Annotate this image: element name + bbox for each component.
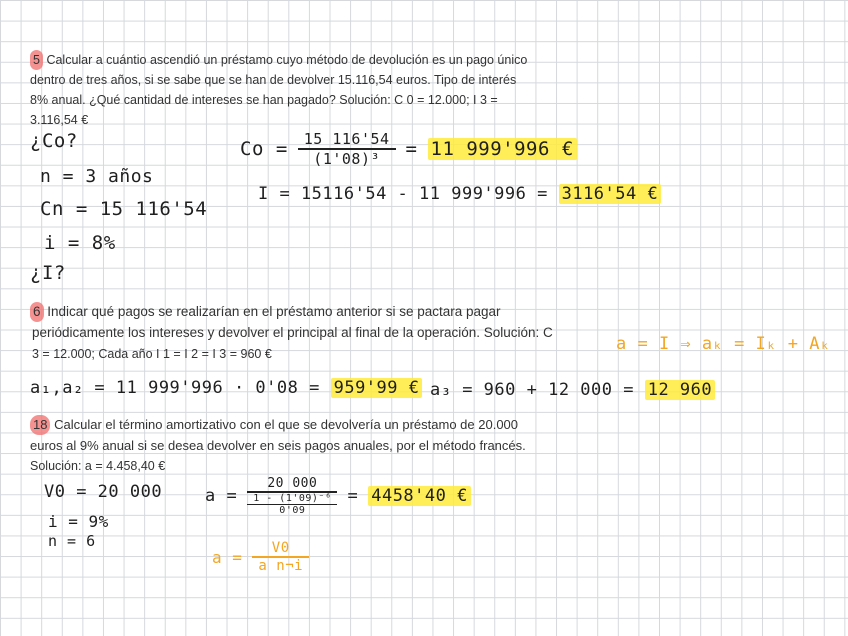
general-denominator: a n¬i bbox=[258, 558, 304, 574]
co-equals: = bbox=[405, 138, 418, 160]
problem6-text-line1: Indicar qué pagos se realizarían en el préstamo anterior si se pactara pagar bbox=[47, 304, 501, 319]
problem18-line2: euros al 9% anual si se desea devolver en seis pagos anuales, por el método francés. bbox=[30, 438, 526, 453]
problem5-given-n: n = 3 años bbox=[40, 166, 154, 187]
problem5-co-formula bbox=[240, 130, 577, 168]
co-fraction bbox=[298, 130, 396, 168]
problem6-line1 bbox=[30, 302, 501, 322]
a-fraction bbox=[247, 476, 337, 516]
co-result bbox=[428, 138, 577, 160]
a-result: 4458'40 € bbox=[368, 486, 471, 506]
co-denominator: (1'08)³ bbox=[313, 150, 381, 168]
problem18-line3: Solución: a = 4.458,40 € bbox=[30, 459, 166, 473]
co-label: Co = bbox=[240, 138, 288, 160]
a12-expression: a₁,a₂ = 11 999'996 · 0'08 = bbox=[30, 378, 320, 398]
problem18-general-formula bbox=[212, 540, 309, 574]
general-a-label: a = bbox=[212, 547, 243, 567]
problem18-given-v0: V0 = 20 000 bbox=[44, 482, 163, 502]
general-fraction bbox=[252, 540, 309, 574]
problem6-line3: 3 = 12.000; Cada año I 1 = I 2 = I 3 = 960 € bbox=[32, 347, 272, 361]
problem18-line1 bbox=[30, 415, 518, 435]
problem5-line4: 3.116,54 € bbox=[30, 113, 89, 127]
a-denominator-bottom: 0'09 bbox=[279, 505, 306, 516]
problem6-a3 bbox=[430, 380, 715, 400]
problem6-line2: periódicamente los intereses y devolver el principal al final de la operación. Solución: C bbox=[32, 325, 553, 340]
problem6-a12 bbox=[30, 378, 422, 398]
problem5-line3: 8% anual. ¿Qué cantidad de intereses se han pagado? Solución: C 0 = 12.000; I 3 = bbox=[30, 93, 498, 107]
I-expression: I = 15116'54 - 11 999'996 = bbox=[258, 184, 548, 204]
problem5-given-i: i = 8% bbox=[44, 232, 116, 254]
problem5-given-I: ¿I? bbox=[30, 262, 66, 284]
problem5-given-co: ¿Co? bbox=[30, 130, 78, 152]
a-label: a = bbox=[205, 486, 238, 506]
problem5-I-formula bbox=[258, 184, 661, 204]
co-result-value: 11 999'996 € bbox=[428, 138, 577, 160]
I-result: 3116'54 € bbox=[559, 184, 662, 204]
problem18-text-line1: Calcular el término amortizativo con el que se devolvería un préstamo de 20.000 bbox=[54, 417, 519, 432]
problem5-number: 5 bbox=[30, 50, 43, 70]
a-numerator: 20 000 bbox=[247, 476, 337, 493]
a3-result: 12 960 bbox=[645, 380, 715, 400]
problem18-number: 18 bbox=[30, 415, 50, 435]
problem18-a-formula bbox=[205, 476, 471, 516]
a3-expression: a₃ = 960 + 12 000 = bbox=[430, 380, 634, 400]
problem5-given-cn: Cn = 15 116'54 bbox=[40, 198, 208, 220]
a-equals: = bbox=[347, 486, 359, 506]
a12-result: 959'99 € bbox=[331, 378, 423, 398]
problem5-text-line1: Calcular a cuántio ascendió un préstamo cuyo método de devolución es un pago único bbox=[46, 53, 528, 67]
problem5-line1 bbox=[30, 50, 527, 70]
problem5-line2: dentro de tres años, si se sabe que se han de devolver 15.116,54 euros. Tipo de interés bbox=[30, 73, 517, 87]
problem6-number: 6 bbox=[30, 302, 44, 322]
general-numerator: V0 bbox=[252, 540, 309, 558]
problem18-given-i: i = 9% bbox=[48, 512, 109, 531]
problem18-given-n: n = 6 bbox=[48, 532, 96, 550]
problem6-orange-formula: a = I ⇒ aₖ = Iₖ + Aₖ bbox=[616, 334, 831, 354]
co-numerator: 15 116'54 bbox=[298, 130, 396, 150]
a-denominator-top: 1 - (1'09)⁻⁶ bbox=[247, 493, 337, 505]
